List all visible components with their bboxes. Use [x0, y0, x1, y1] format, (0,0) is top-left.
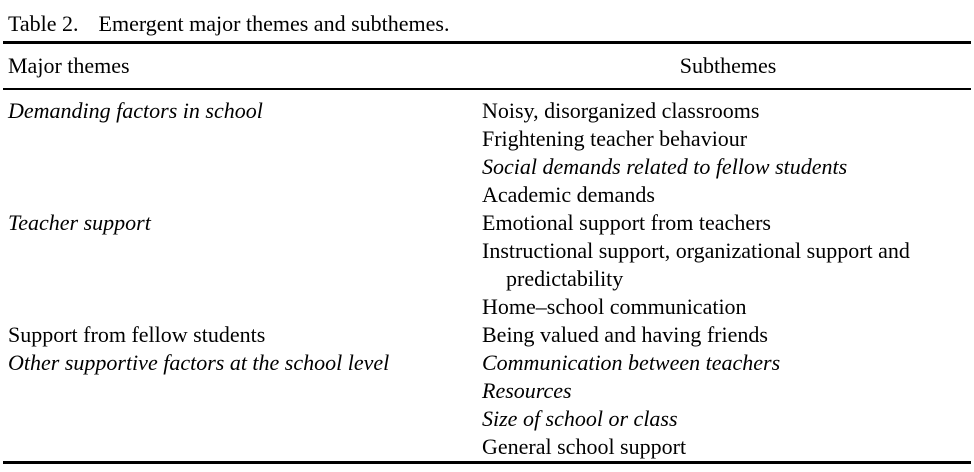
subtheme-item: Emotional support from teachers: [482, 210, 771, 235]
subtheme-item: General school support: [482, 434, 687, 459]
subtheme-item: Instructional support, organizational support and predictability: [482, 238, 910, 291]
subthemes-cell: [482, 97, 974, 209]
table-caption: [0, 0, 974, 41]
table-body: [0, 90, 974, 461]
major-theme-cell: Other supportive factors at the school level: [8, 350, 390, 375]
major-theme-cell: Support from fellow students: [8, 322, 266, 347]
subtheme-item: Academic demands: [482, 182, 655, 207]
subthemes-cell: [482, 209, 974, 321]
subtheme-item: Home–school communication: [482, 294, 747, 319]
major-theme-cell: Teacher support: [8, 210, 151, 235]
subtheme-item: Resources: [482, 378, 572, 403]
subtheme-item: Frightening teacher behaviour: [482, 126, 748, 151]
subthemes-cell: [482, 321, 974, 349]
table-caption-label: Table 2.: [8, 11, 79, 36]
subtheme-item: Size of school or class: [482, 406, 678, 431]
subthemes-cell: [482, 349, 974, 461]
theme-group: [0, 321, 974, 349]
theme-group: [0, 97, 974, 209]
column-header-subthemes: Subthemes: [679, 53, 777, 78]
column-header-major-themes: Major themes: [8, 53, 130, 78]
subtheme-item: Communication between teachers: [482, 350, 781, 375]
subtheme-item: Noisy, disorganized classrooms: [482, 98, 760, 123]
theme-group: [0, 209, 974, 321]
theme-group: [0, 349, 974, 461]
subtheme-item: Being valued and having friends: [482, 322, 768, 347]
major-theme-cell: Demanding factors in school: [8, 98, 263, 123]
table-caption-text: Emergent major themes and subthemes.: [98, 11, 450, 36]
bottom-rule: [3, 461, 971, 464]
subtheme-item: Social demands related to fellow students: [482, 154, 848, 179]
table-header-row: [0, 44, 974, 88]
